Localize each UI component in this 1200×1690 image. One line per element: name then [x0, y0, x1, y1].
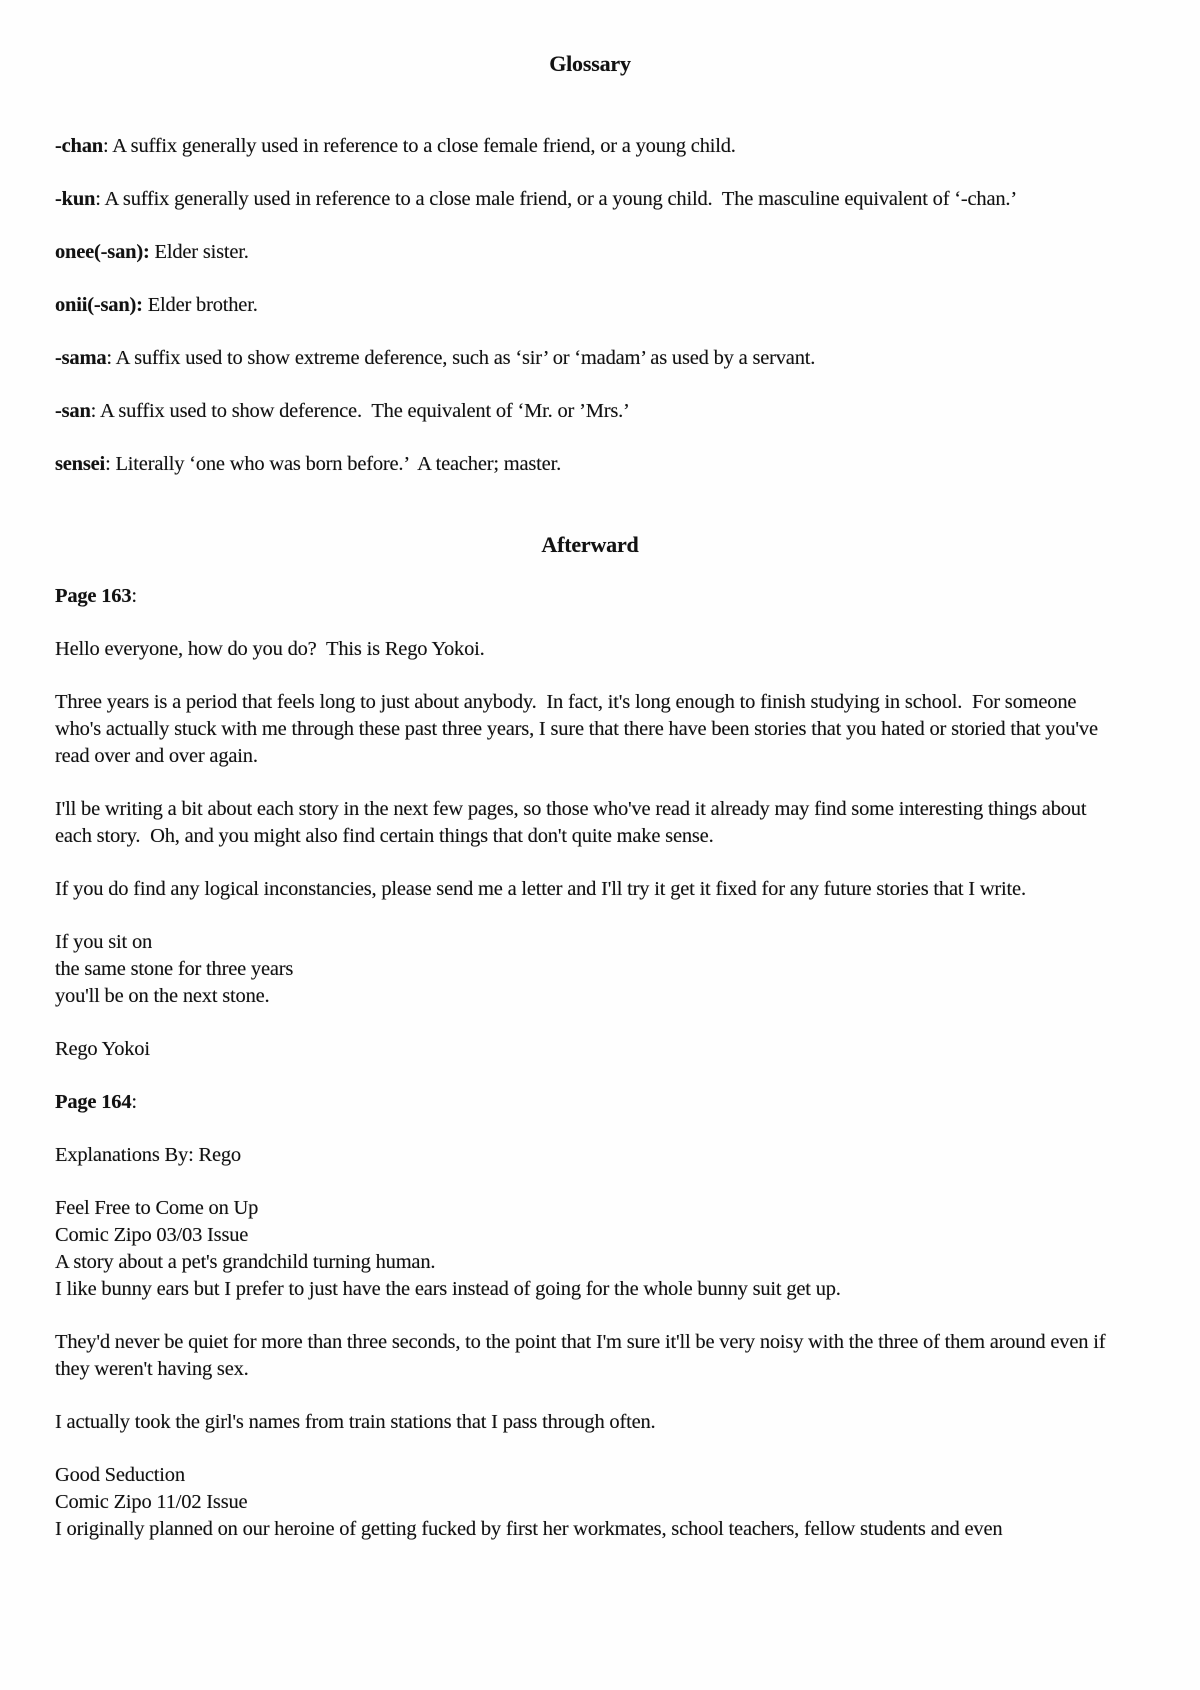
- glossary-term: sensei: [55, 453, 106, 475]
- noisy-paragraph: They'd never be quiet for more than three seconds, to the point that I'm sure it'll be very noisy with the three of them around even if they weren't having sex.: [55, 1331, 1111, 1380]
- glossary-definition: : A suffix used to show extreme deference, such as ‘sir’ or ‘madam’ as used by a servant.: [106, 347, 816, 369]
- glossary-term: -san: [55, 400, 91, 422]
- story-2-issue-line: Comic Zipo 11/02 Issue: [55, 1491, 248, 1513]
- story-1-note-line: I like bunny ears but I prefer to just have the ears instead of going for the whole bunny suit get up.: [55, 1278, 841, 1300]
- explanations-by-line: Explanations By: Rego: [55, 1144, 241, 1166]
- glossary-entry-onii-san: [55, 292, 1125, 319]
- three-years-paragraph: Three years is a period that feels long to just about anybody. In fact, it's long enough to finish studying in school. For someone who's actually stuck with me through these past three years, I sure that there have been stories that you hated or storied that you've read over and over again.: [55, 691, 1103, 767]
- glossary-term: -sama: [55, 347, 107, 369]
- glossary-title: Glossary: [549, 51, 631, 76]
- story-1-block: [55, 1195, 1125, 1303]
- page-164-colon: :: [131, 1091, 137, 1113]
- afterward-title: Afterward: [541, 532, 639, 557]
- glossary-definition: : A suffix generally used in reference to a close female friend, or a young child.: [102, 135, 736, 157]
- page-164-heading: [55, 1089, 1125, 1116]
- story-2-title-line: Good Seduction: [55, 1464, 185, 1486]
- glossary-term: onii(-san):: [55, 294, 143, 316]
- story-1-issue-line: Comic Zipo 03/03 Issue: [55, 1224, 249, 1246]
- story-2-note-line: I originally planned on our heroine of getting fucked by first her workmates, school teachers, fellow students and even: [55, 1518, 1003, 1540]
- inconstancies-paragraph: If you do find any logical inconstancies, please send me a letter and I'll try it get it fixed for any future stories that I write.: [55, 878, 1026, 900]
- glossary-entry-chan: [55, 133, 1125, 160]
- story-1-title-line: Feel Free to Come on Up: [55, 1197, 259, 1219]
- writing-paragraph: I'll be writing a bit about each story in the next few pages, so those who've read it already may find some interesting things about each story. Oh, and you might also find certain things that don't quite make sense.: [55, 798, 1092, 847]
- glossary-term: -kun: [55, 188, 96, 210]
- glossary-entry-san: [55, 398, 1125, 425]
- page-163-label: Page 163: [55, 585, 132, 607]
- poem-block: [55, 929, 1125, 1010]
- story-2-block: [55, 1462, 1125, 1543]
- glossary-definition: Elder sister.: [149, 241, 249, 263]
- poem-line: you'll be on the next stone.: [55, 985, 270, 1007]
- glossary-term: onee(-san):: [55, 241, 150, 263]
- page-163-colon: :: [131, 585, 137, 607]
- glossary-definition: : Literally ‘one who was born before.’ A teacher; master.: [105, 453, 561, 475]
- glossary-definition: : A suffix used to show deference. The equivalent of ‘Mr. or ’Mrs.’: [90, 400, 630, 422]
- poem-line: the same stone for three years: [55, 958, 294, 980]
- glossary-entry-sensei: [55, 451, 1125, 478]
- glossary-definition: Elder brother.: [142, 294, 258, 316]
- glossary-definition: : A suffix generally used in reference to a close male friend, or a young child. The masculine equivalent of ‘-chan.’: [95, 188, 1017, 210]
- story-1-note-line: A story about a pet's grandchild turning human.: [55, 1251, 436, 1273]
- signature: Rego Yokoi: [55, 1038, 150, 1060]
- poem-line: If you sit on: [55, 931, 153, 953]
- greeting-paragraph: Hello everyone, how do you do? This is Rego Yokoi.: [55, 638, 485, 660]
- page-163-heading: [55, 583, 1125, 610]
- train-stations-paragraph: I actually took the girl's names from train stations that I pass through often.: [55, 1411, 656, 1433]
- page-164-label: Page 164: [55, 1091, 132, 1113]
- glossary-entry-sama: [55, 345, 1125, 372]
- glossary-term: -chan: [55, 135, 103, 157]
- glossary-entry-kun: [55, 186, 1125, 213]
- glossary-entry-onee-san: [55, 239, 1125, 266]
